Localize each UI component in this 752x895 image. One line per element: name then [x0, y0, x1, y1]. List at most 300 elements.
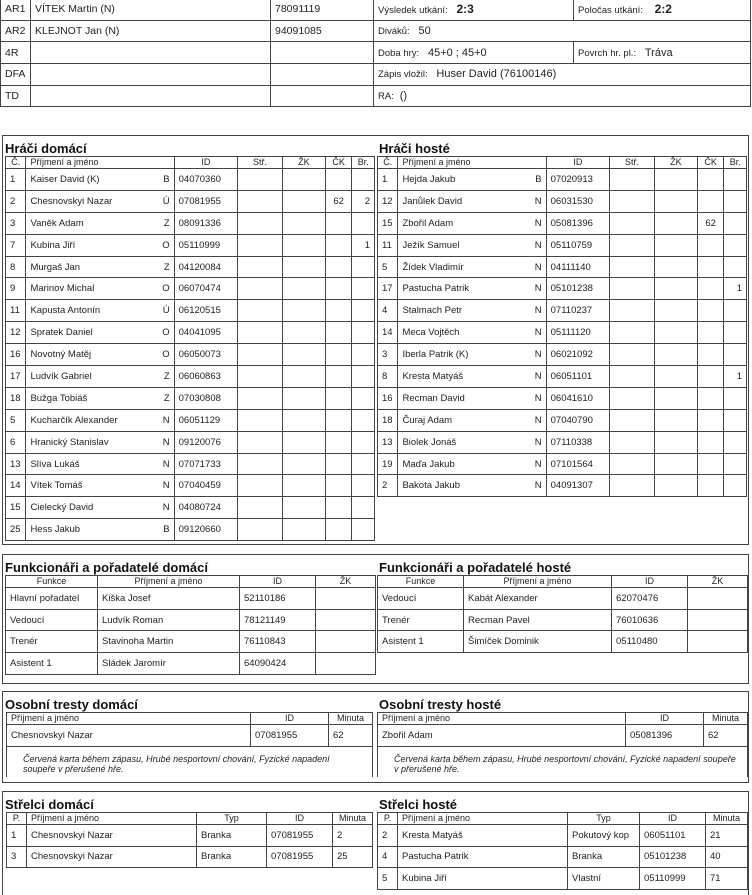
player-id: 06031530: [546, 190, 609, 212]
scorer-minute: 2: [333, 825, 373, 847]
player-number: 17: [378, 278, 398, 300]
official-name: [31, 42, 271, 64]
penalty-minute: 62: [704, 725, 748, 747]
player-goals: [724, 409, 747, 431]
player-name: Vítek Tomáš: [30, 480, 83, 492]
player-name: Čuraj Adam: [402, 414, 453, 426]
player-yellow-card: [282, 409, 325, 431]
col-id: ID: [267, 813, 333, 825]
official-row: [1, 64, 374, 86]
player-substitution: [238, 497, 283, 519]
col-role: Funkce: [378, 576, 464, 588]
player-position: B: [163, 173, 170, 185]
home-functionaries-title: Funkcionáři a pořadatelé domácí: [5, 560, 208, 575]
player-yellow-card: [654, 344, 697, 366]
official-code: AR2: [1, 20, 31, 42]
player-number: 5: [6, 409, 26, 431]
official-name: [31, 64, 271, 86]
player-substitution: [238, 256, 283, 278]
player-yellow-card: [654, 212, 697, 234]
player-position: Z: [163, 217, 170, 229]
scorer-type: Branka: [197, 846, 267, 868]
home-scorers-table: [6, 812, 373, 868]
home-scorers-panel: [3, 792, 376, 868]
col-name: Příjmení a jméno: [27, 813, 197, 825]
functionary-name: Sládek Jaromír: [98, 653, 240, 675]
result-value: 2:3: [456, 2, 474, 17]
player-number: 19: [378, 453, 398, 475]
scorer-type: Vlastní: [568, 868, 640, 890]
player-substitution: [610, 278, 655, 300]
player-position: N: [534, 370, 542, 382]
home-scorers-title: Střelci domácí: [5, 797, 94, 812]
player-red-card: [697, 234, 724, 256]
player-yellow-card: [654, 278, 697, 300]
player-name: Iberla Patrik (K): [402, 349, 469, 361]
player-goals: [352, 322, 375, 344]
player-substitution: [610, 300, 655, 322]
player-id: 07040459: [174, 475, 237, 497]
player-id: 04111140: [546, 256, 609, 278]
player-row: [378, 278, 747, 300]
spectators-value: 50: [418, 25, 431, 38]
player-substitution: [238, 409, 283, 431]
player-name-cell: [398, 169, 546, 191]
player-name: Ludvík Gabriel: [30, 370, 92, 382]
player-name-cell: [26, 475, 174, 497]
home-functionaries-panel: [3, 555, 376, 675]
player-yellow-card: [654, 453, 697, 475]
away-scorers-table: [377, 812, 748, 890]
player-position: N: [534, 239, 542, 251]
player-substitution: [238, 190, 283, 212]
player-substitution: [610, 212, 655, 234]
player-id: 09120660: [174, 519, 237, 541]
player-goals: 1: [724, 366, 747, 388]
player-yellow-card: [282, 190, 325, 212]
player-goals: [724, 322, 747, 344]
player-number: 11: [378, 234, 398, 256]
away-functionaries-table: [377, 575, 748, 653]
away-functionaries-panel: [377, 555, 749, 653]
player-id: 06041610: [546, 387, 609, 409]
player-goals: [352, 169, 375, 191]
player-id: 07110237: [546, 300, 609, 322]
player-position: N: [534, 349, 542, 361]
functionary-role: Asistent 1: [378, 631, 464, 653]
player-number: 11: [6, 300, 26, 322]
player-position: N: [534, 195, 542, 207]
col-red-card: ČK: [325, 157, 352, 169]
functionary-yellow-card: [316, 609, 376, 631]
player-red-card: [697, 475, 724, 497]
scorer-row: [7, 846, 373, 868]
player-name-cell: [26, 344, 174, 366]
player-id: 05110759: [546, 234, 609, 256]
functionary-row: [378, 588, 748, 610]
scorer-type: Branka: [568, 846, 640, 868]
player-red-card: [697, 344, 724, 366]
duration-label: Doba hry:: [378, 47, 420, 59]
col-yellow-card: ŽK: [654, 157, 697, 169]
player-number: 8: [378, 366, 398, 388]
player-number: 3: [6, 212, 26, 234]
player-name-cell: [398, 475, 546, 497]
official-id: [271, 64, 374, 86]
player-yellow-card: [282, 278, 325, 300]
player-name: Zbořil Adam: [402, 217, 454, 229]
player-position: N: [534, 480, 542, 492]
player-row: [6, 475, 375, 497]
player-position: O: [162, 283, 170, 295]
player-row: [6, 366, 375, 388]
player-red-card: [325, 519, 352, 541]
player-red-card: [697, 453, 724, 475]
halftime-value: 2:2: [654, 2, 672, 17]
functionary-yellow-card: [316, 631, 376, 653]
player-name-cell: [26, 190, 174, 212]
player-name-cell: [398, 387, 546, 409]
entered-value: Huser David (76100146): [436, 68, 557, 81]
functionary-role: Hlavní pořadatel: [6, 588, 98, 610]
player-name-cell: [398, 190, 546, 212]
official-row: [1, 85, 374, 107]
penalty-minute: 62: [329, 725, 373, 747]
official-name: VÍTEK Martin (N): [31, 0, 271, 20]
player-goals: [724, 453, 747, 475]
player-name: Žídek Vladimír: [402, 261, 464, 273]
player-row: [6, 409, 375, 431]
player-name-cell: [26, 256, 174, 278]
player-red-card: [697, 190, 724, 212]
player-id: 05111120: [546, 322, 609, 344]
player-name-cell: [26, 234, 174, 256]
player-substitution: [610, 475, 655, 497]
player-name-cell: [26, 212, 174, 234]
functionary-row: [378, 609, 748, 631]
result-label: Výsledek utkání:: [378, 5, 448, 17]
player-substitution: [610, 344, 655, 366]
player-name: Pastucha Patrik: [402, 283, 469, 295]
scorer-name: Kubina Jiří: [398, 868, 568, 890]
player-goals: [352, 475, 375, 497]
player-name-cell: [398, 409, 546, 431]
home-players-panel: [3, 136, 376, 541]
player-name: Kapusta Antonín: [30, 305, 101, 317]
scorer-order: 2: [378, 825, 398, 847]
scorer-minute: 25: [333, 846, 373, 868]
player-name: Bakota Jakub: [402, 480, 461, 492]
player-goals: [352, 453, 375, 475]
player-red-card: 62: [325, 190, 352, 212]
player-number: 15: [378, 212, 398, 234]
player-name-cell: [26, 322, 174, 344]
player-yellow-card: [654, 190, 697, 212]
home-penalties-table: [6, 712, 373, 777]
scorer-order: 3: [7, 846, 27, 868]
player-position: Ú: [162, 195, 170, 207]
official-code: TD: [1, 85, 31, 107]
player-row: [378, 453, 747, 475]
official-id: [271, 85, 374, 107]
player-id: 07071733: [174, 453, 237, 475]
players-section: [2, 135, 749, 545]
official-id: 94091085: [271, 20, 374, 42]
player-name: Cielecký David: [30, 502, 94, 514]
player-name-cell: [26, 497, 174, 519]
functionary-row: [6, 588, 376, 610]
functionary-role: Asistent 1: [6, 653, 98, 675]
player-position: Z: [163, 392, 170, 404]
player-substitution: [238, 453, 283, 475]
player-goals: [352, 366, 375, 388]
player-position: O: [162, 349, 170, 361]
penalty-player-name: Zbořil Adam: [378, 725, 626, 747]
player-goals: [352, 300, 375, 322]
player-yellow-card: [282, 169, 325, 191]
player-name-cell: [26, 409, 174, 431]
player-red-card: [697, 431, 724, 453]
player-name: Stalmach Petr: [402, 305, 463, 317]
official-code: AR1: [1, 0, 31, 20]
player-goals: [352, 497, 375, 519]
col-goals: Br.: [724, 157, 747, 169]
player-yellow-card: [282, 431, 325, 453]
scorer-order: 4: [378, 846, 398, 868]
home-players-table: [5, 156, 375, 541]
player-name: Kubina Jiří: [30, 239, 76, 251]
player-goals: [352, 387, 375, 409]
player-name: Maďa Jakub: [402, 458, 455, 470]
player-position: Z: [163, 370, 170, 382]
surface-label: Povrch hr. pl.:: [578, 47, 637, 59]
player-number: 13: [6, 453, 26, 475]
player-id: 04041095: [174, 322, 237, 344]
player-number: 16: [6, 344, 26, 366]
player-number: 14: [6, 475, 26, 497]
player-position: N: [534, 327, 542, 339]
player-goals: 2: [352, 190, 375, 212]
player-id: 07020913: [546, 169, 609, 191]
pen-col-id: ID: [626, 713, 704, 725]
official-id: 78091119: [271, 0, 374, 20]
player-name: Hejda Jakub: [402, 173, 456, 185]
player-red-card: [697, 300, 724, 322]
player-name-cell: [398, 344, 546, 366]
player-position: O: [162, 327, 170, 339]
player-id: 09120076: [174, 431, 237, 453]
player-number: 16: [378, 387, 398, 409]
away-penalties-title: Osobní tresty hosté: [379, 697, 502, 712]
player-name: Kucharčík Alexander: [30, 414, 118, 426]
player-red-card: [325, 409, 352, 431]
player-goals: [352, 344, 375, 366]
player-yellow-card: [282, 387, 325, 409]
player-substitution: [238, 169, 283, 191]
away-functionaries-title: Funkcionáři a pořadatelé hosté: [379, 560, 572, 575]
player-name: Spratek Daniel: [30, 327, 93, 339]
functionary-id: 62070476: [612, 588, 688, 610]
away-scorers-panel: [377, 792, 749, 890]
player-name: Hranický Stanislav: [30, 436, 109, 448]
functionary-row: [6, 653, 376, 675]
player-row: [6, 190, 375, 212]
col-order: P.: [7, 813, 27, 825]
scorer-id: 05101238: [640, 846, 706, 868]
player-number: 25: [6, 519, 26, 541]
player-substitution: [238, 366, 283, 388]
player-goals: [352, 256, 375, 278]
scorer-order: 1: [7, 825, 27, 847]
penalties-section: [2, 691, 749, 783]
player-id: 07081955: [174, 190, 237, 212]
functionary-role: Trenér: [378, 609, 464, 631]
player-goals: [724, 344, 747, 366]
player-number: 13: [378, 431, 398, 453]
col-name: Příjmení a jméno: [26, 157, 174, 169]
player-name-cell: [26, 169, 174, 191]
col-name: Příjmení a jméno: [98, 576, 240, 588]
ra-label: RA:: [378, 91, 394, 103]
player-number: 12: [6, 322, 26, 344]
player-name: Meca Vojtěch: [402, 327, 460, 339]
scorer-id: 06051101: [640, 825, 706, 847]
functionary-row: [6, 609, 376, 631]
player-red-card: [325, 278, 352, 300]
official-code: 4R: [1, 42, 31, 64]
away-players-table: [377, 156, 747, 497]
penalty-player-name: Chesnovskyi Nazar: [7, 725, 251, 747]
player-row: [6, 344, 375, 366]
functionary-name: Stavinoha Martin: [98, 631, 240, 653]
player-row: [6, 212, 375, 234]
player-goals: [724, 300, 747, 322]
official-row: [1, 20, 374, 42]
player-id: 06070474: [174, 278, 237, 300]
functionary-name: Šimíček Dominik: [464, 631, 612, 653]
scorer-id: 07081955: [267, 825, 333, 847]
player-goals: [724, 387, 747, 409]
player-row: [378, 234, 747, 256]
player-row: [378, 169, 747, 191]
player-yellow-card: [654, 409, 697, 431]
player-id: 07101564: [546, 453, 609, 475]
player-name-cell: [398, 453, 546, 475]
player-substitution: [238, 322, 283, 344]
player-position: N: [534, 392, 542, 404]
scorer-name: Chesnovskyi Nazar: [27, 825, 197, 847]
scorer-minute: 40: [706, 846, 748, 868]
col-name: Příjmení a jméno: [398, 813, 568, 825]
player-id: 04080724: [174, 497, 237, 519]
scorer-row: [378, 846, 748, 868]
col-name: Příjmení a jméno: [464, 576, 612, 588]
player-name-cell: [26, 453, 174, 475]
col-order: P.: [378, 813, 398, 825]
player-yellow-card: [282, 212, 325, 234]
player-yellow-card: [654, 169, 697, 191]
pen-col-name: Příjmení a jméno: [378, 713, 626, 725]
player-row: [6, 519, 375, 541]
player-position: N: [534, 217, 542, 229]
col-yellow-card: ŽK: [282, 157, 325, 169]
player-name: Slíva Lukáš: [30, 458, 80, 470]
player-yellow-card: [654, 256, 697, 278]
player-name-cell: [398, 431, 546, 453]
player-row: [6, 431, 375, 453]
player-name-cell: [26, 387, 174, 409]
player-row: [378, 409, 747, 431]
penalty-player-id: 07081955: [251, 725, 329, 747]
player-position: B: [535, 173, 542, 185]
col-name: Příjmení a jméno: [398, 157, 546, 169]
pen-col-minute: Minuta: [704, 713, 748, 725]
official-id: [271, 42, 374, 64]
player-yellow-card: [654, 387, 697, 409]
functionary-id: 05110480: [612, 631, 688, 653]
player-number: 1: [378, 169, 398, 191]
player-goals: [724, 256, 747, 278]
player-red-card: [325, 256, 352, 278]
official-row: [1, 42, 374, 64]
player-substitution: [238, 475, 283, 497]
col-substitution: Stř.: [238, 157, 283, 169]
functionary-row: [378, 631, 748, 653]
col-number: Č.: [378, 157, 398, 169]
home-functionaries-table: [5, 575, 376, 675]
player-id: 04070360: [174, 169, 237, 191]
col-minute: Minuta: [333, 813, 373, 825]
player-row: [378, 431, 747, 453]
player-goals: [724, 169, 747, 191]
player-goals: [352, 409, 375, 431]
player-goals: [352, 278, 375, 300]
player-position: N: [162, 436, 170, 448]
player-goals: [724, 431, 747, 453]
player-name: Novotný Matěj: [30, 349, 92, 361]
scorer-name: Chesnovskyi Nazar: [27, 846, 197, 868]
scorer-type: Pokutový kop: [568, 825, 640, 847]
functionary-name: Recman Pavel: [464, 609, 612, 631]
player-number: 18: [378, 409, 398, 431]
player-name-cell: [398, 322, 546, 344]
player-number: 14: [378, 322, 398, 344]
functionary-yellow-card: [688, 588, 748, 610]
player-name-cell: [398, 278, 546, 300]
player-substitution: [238, 519, 283, 541]
player-position: B: [163, 524, 170, 536]
functionary-id: 76010636: [612, 609, 688, 631]
player-row: [6, 300, 375, 322]
player-goals: [724, 234, 747, 256]
player-red-card: [325, 475, 352, 497]
player-substitution: [610, 387, 655, 409]
player-red-card: [325, 212, 352, 234]
player-goals: [724, 475, 747, 497]
player-yellow-card: [282, 300, 325, 322]
home-penalties-title: Osobní tresty domácí: [5, 697, 138, 712]
player-goals: [352, 212, 375, 234]
col-minute: Minuta: [706, 813, 748, 825]
player-position: N: [534, 305, 542, 317]
col-type: Typ: [197, 813, 267, 825]
player-red-card: [325, 366, 352, 388]
player-name-cell: [26, 278, 174, 300]
player-position: Z: [163, 261, 170, 273]
player-substitution: [610, 256, 655, 278]
functionaries-section: [2, 554, 749, 684]
player-red-card: [697, 169, 724, 191]
